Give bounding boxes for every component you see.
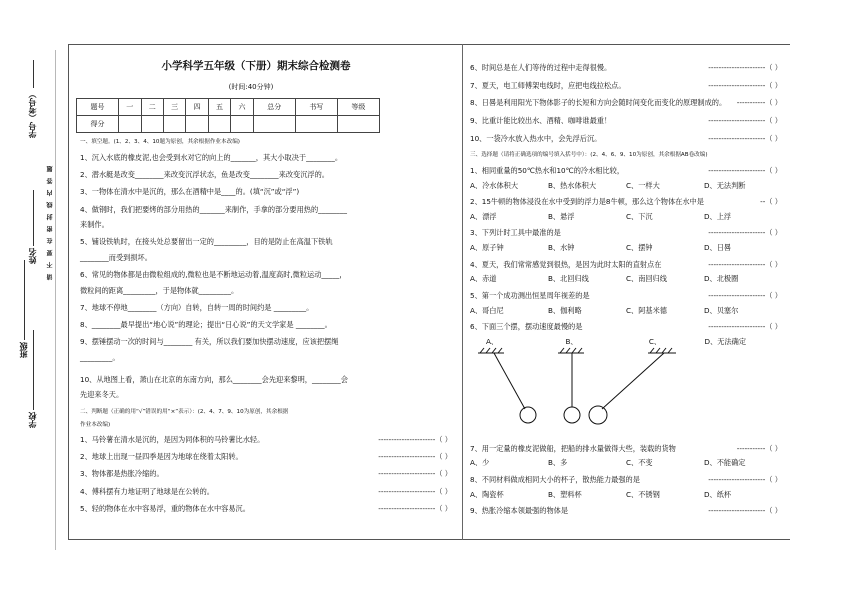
answer-blank[interactable]: ----------------------（ ） — [708, 474, 782, 484]
option-b[interactable]: B、水钟 — [548, 243, 575, 253]
question-text: 9、比重计能比较出水、酒精、咖啡谁最重！ — [470, 115, 612, 125]
option-d[interactable]: D、贝塞尔 — [704, 305, 739, 315]
choice-options — [486, 338, 782, 347]
answer-blank[interactable]: ----------------------（ ） — [708, 259, 782, 269]
option-d[interactable]: D、上浮 — [704, 211, 732, 221]
pendulum-b-bob — [564, 407, 580, 423]
option-c[interactable]: C、一样大 — [626, 180, 660, 190]
table-cell: 四 — [186, 98, 208, 115]
question-text: 1、相同重量的50℃热水和10℃的冷水相比较， — [470, 165, 625, 175]
question-choice-1 — [470, 167, 782, 176]
choice-options — [470, 244, 782, 253]
column-divider — [462, 44, 463, 540]
question-judge-4 — [80, 488, 452, 497]
question-judge-9 — [470, 117, 782, 126]
question-text: 4、夏天，我们常常感觉到很热，是因为此时太阳的直射点在 — [470, 259, 662, 269]
question-text: 3、下列计时工具中最准的是 — [470, 228, 561, 238]
option-c[interactable]: C、不锈钢 — [626, 489, 660, 499]
school-field-line — [33, 330, 34, 410]
question-fill-4-cont: 来制作。 — [80, 220, 109, 230]
question-text: 10、一袋冷水放入热水中，会先浮后沉。 — [470, 133, 602, 143]
question-text: 9、热胀冷缩本领最强的物体是 — [470, 506, 569, 516]
question-text: 2、15牛顿的物体浸没在水中受到的浮力是8牛顿，那么这个物体在水中是 — [470, 197, 704, 207]
table-cell: 总分 — [253, 98, 295, 115]
choice-options — [470, 275, 782, 284]
pendulum-diagram — [470, 347, 782, 431]
option-a[interactable]: A、赤道 — [470, 274, 497, 284]
option-d[interactable]: D、不能确定 — [704, 458, 746, 468]
option-d[interactable]: D、无法确定 — [704, 336, 747, 346]
left-column — [80, 58, 452, 513]
table-cell: 五 — [208, 98, 230, 115]
option-b[interactable]: B、北回归线 — [548, 274, 589, 284]
score-input-cell[interactable] — [119, 115, 141, 132]
question-fill-6-cont: 微粒间的距离_________，于是物体就_________。 — [80, 285, 239, 295]
question-fill-4: 4、做钢时，我们把要烤的部分用热的_______来制作，手拿的部分要用热的________ — [80, 204, 347, 214]
option-a[interactable]: A、 — [486, 336, 499, 346]
question-judge-5 — [80, 505, 452, 514]
question-judge-6 — [470, 64, 782, 73]
question-text: 7、夏天，电工师傅架电线时，应把电线拉松点。 — [470, 80, 626, 90]
option-a[interactable]: A、漂浮 — [470, 211, 497, 221]
table-cell: 六 — [231, 98, 253, 115]
question-judge-3 — [80, 470, 452, 479]
sealing-line — [55, 50, 56, 550]
question-judge-10 — [470, 135, 782, 144]
option-b[interactable]: B、塑料杯 — [548, 489, 582, 499]
score-input-cell[interactable] — [295, 115, 337, 132]
table-cell: 题号 — [77, 98, 119, 115]
section-judge-heading-cont: 作业本改编) — [80, 421, 111, 428]
option-a[interactable]: A、原子钟 — [470, 243, 504, 253]
question-judge-1 — [80, 436, 452, 445]
question-text: 6、时间总是在人们等待的过程中走得很慢。 — [470, 63, 612, 72]
answer-blank[interactable]: ----------------------（ ） — [378, 452, 452, 462]
answer-blank[interactable]: -----------（ ） — [736, 98, 782, 108]
pendulum-c-bob — [589, 406, 607, 424]
table-row — [77, 115, 380, 132]
answer-blank[interactable]: -----------（ ） — [736, 443, 782, 453]
table-cell: 书写 — [295, 98, 337, 115]
choice-options — [470, 182, 782, 191]
question-judge-7 — [470, 82, 782, 91]
question-fill-8: 8、________最早提出“地心说”的理论；提出“日心说”的天文学家是 ________。 — [80, 320, 332, 330]
choice-options — [470, 307, 782, 316]
exam-time: (时间:40分钟) — [228, 82, 274, 91]
question-choice-7 — [470, 445, 782, 454]
class-field-line — [24, 260, 25, 340]
question-choice-5 — [470, 292, 782, 301]
option-d[interactable]: D、日晷 — [704, 243, 732, 253]
class-label: 班级 — [19, 342, 28, 358]
question-fill-9: 9、摆锤摆动一次的时间与________ 有关，所以我们要加快摆动速度，应该把摆绳 — [80, 337, 339, 347]
option-c[interactable]: C、南回归线 — [626, 274, 667, 284]
choice-options — [470, 491, 782, 500]
sealing-notice: 请不要在密封线内答题 — [47, 160, 54, 280]
option-b[interactable]: B、热水体积大 — [548, 180, 597, 190]
option-c[interactable]: C、阿基米德 — [626, 305, 667, 315]
question-fill-5-cont: ________而受到损坏。 — [80, 253, 152, 263]
choice-options — [470, 459, 782, 468]
option-a[interactable]: A、少 — [470, 458, 490, 468]
option-d[interactable]: D、北极圈 — [704, 274, 739, 284]
question-text: 4、傅科摆有力地证明了地球是在公转的。 — [80, 486, 214, 496]
question-text: 5、第一个成功测出恒星周年视差的是 — [470, 291, 590, 301]
question-text: 7、用一定量的橡皮泥做船，把船的排水量做得大些，装载的货物 — [470, 443, 676, 453]
score-input-cell[interactable] — [231, 115, 253, 132]
score-input-cell[interactable] — [337, 115, 379, 132]
question-choice-3 — [470, 229, 782, 238]
question-text: 5、轻的物体在水中容易浮，重的物体在水中容易沉。 — [80, 503, 250, 513]
option-c[interactable]: C、 — [648, 336, 662, 346]
question-choice-6 — [470, 323, 782, 332]
question-text: 2、地球上出现一昼四季是因为地球在绕着太阳转。 — [80, 452, 243, 462]
option-d[interactable]: D、无法判断 — [704, 180, 746, 190]
pendulum-a-string — [494, 353, 525, 409]
right-column — [470, 64, 782, 516]
answer-blank[interactable]: ----------------------（ ） — [708, 506, 782, 516]
answer-blank[interactable]: ----------------------（ ） — [708, 63, 782, 72]
answer-blank[interactable]: --（ ） — [760, 197, 782, 207]
table-cell: 得分 — [77, 115, 119, 132]
answer-blank[interactable]: ----------------------（ ） — [378, 435, 452, 445]
answer-blank[interactable]: ----------------------（ ） — [378, 486, 452, 496]
answer-blank[interactable]: ----------------------（ ） — [708, 228, 782, 238]
option-c[interactable]: C、下沉 — [626, 211, 653, 221]
score-input-cell[interactable] — [186, 115, 208, 132]
table-cell: 一 — [119, 98, 141, 115]
option-a[interactable]: A、陶瓷杯 — [470, 489, 504, 499]
score-input-cell[interactable] — [253, 115, 295, 132]
question-fill-7: 7、地球不停地________（方向）自转，自转一周的时间约是 _________。 — [80, 302, 314, 312]
number-field-line — [33, 60, 34, 88]
score-input-cell[interactable] — [141, 115, 163, 132]
answer-blank[interactable]: ----------------------（ ） — [708, 165, 782, 175]
question-fill-10-cont: 先迎来冬天。 — [80, 390, 124, 400]
table-cell: 三 — [163, 98, 185, 115]
section-fill-heading: 一、填空题。(1、2、3、4、10题为原创，其余根据作业本改编) — [80, 138, 240, 145]
question-choice-9 — [470, 507, 782, 516]
table-cell: 等级 — [337, 98, 379, 115]
question-fill-5: 5、铺设铁轨时，在接头处总要留出一定的_________，目的是防止在高温下铁轨 — [80, 237, 333, 247]
question-text: 8、不同材料做成相同大小的杯子，散热能力最强的是 — [470, 474, 640, 484]
question-choice-2 — [470, 198, 782, 207]
question-fill-10: 10、从地图上看，萧山在北京的东南方向，那么________会先迎来黎明，________会 — [80, 374, 348, 384]
table-row — [77, 98, 380, 115]
question-text: 8、日晷是利用阳光下物体影子的长短和方向会随时间变化而变化的原理制成的。 — [470, 98, 727, 108]
question-judge-8 — [470, 99, 782, 108]
question-fill-2: 2、潜水艇是改变________来改变沉浮状态，鱼是改变________来改变沉浮的。 — [80, 170, 329, 180]
pendulum-a-bob — [520, 407, 536, 423]
answer-blank[interactable]: ----------------------（ ） — [708, 133, 782, 143]
section-choice-heading: 三、选择题（请将正确选项的编号填入括号中）：(2、4、6、9、10为原创，其余根据AB卷改编) — [470, 152, 708, 159]
answer-blank[interactable]: ----------------------（ ） — [378, 469, 452, 479]
answer-blank[interactable]: ----------------------（ ） — [708, 322, 782, 332]
question-choice-4 — [470, 261, 782, 270]
page-title: 小学科学五年级（下册）期末综合检测卷 — [161, 60, 351, 72]
answer-blank[interactable]: ----------------------（ ） — [708, 115, 782, 125]
answer-blank[interactable]: ----------------------（ ） — [378, 503, 452, 513]
question-text: 1、马铃薯在清水是沉的，是因为同体积的马铃薯比水轻。 — [80, 435, 265, 445]
question-text: 3、物体都是热胀冷缩的。 — [80, 469, 164, 479]
question-text: 6、下面三个摆，摆动速度最慢的是 — [470, 322, 583, 332]
question-fill-6: 6、常见的物体都是由微粒组成的,微粒也是不断地运动着,温度高时,微粒运动_____， — [80, 270, 347, 280]
option-b[interactable]: B、 — [565, 336, 578, 346]
option-a[interactable]: A、哥白尼 — [470, 305, 504, 315]
question-choice-8 — [470, 476, 782, 485]
table-cell: 二 — [141, 98, 163, 115]
option-b[interactable]: B、伽利略 — [548, 305, 582, 315]
choice-options — [470, 213, 782, 222]
score-table — [76, 98, 380, 133]
score-input-cell[interactable] — [208, 115, 230, 132]
option-c[interactable]: C、摆钟 — [626, 243, 653, 253]
answer-blank[interactable]: ----------------------（ ） — [708, 80, 782, 90]
question-fill-1: 1、沉入水底的橡皮泥,也会受到水对它的向上的_______，其大小取决于________。 — [80, 153, 343, 163]
score-input-cell[interactable] — [163, 115, 185, 132]
pendulum-c-string — [602, 353, 664, 409]
question-fill-3: 3、一物体在清水中是沉的，那么在酒精中是____的。(填“沉”或“浮”) — [80, 187, 300, 197]
answer-blank[interactable]: ----------------------（ ） — [708, 291, 782, 301]
question-judge-2 — [80, 453, 452, 462]
option-a[interactable]: A、冷水体积大 — [470, 180, 519, 190]
name-field-line — [33, 190, 34, 246]
school-label: 学校 — [28, 412, 37, 428]
option-c[interactable]: C、不变 — [626, 458, 653, 468]
option-d[interactable]: D、纸杯 — [704, 489, 732, 499]
name-label: 姓名 — [28, 248, 37, 264]
section-judge-heading: 二、判断题（正确的用“√”错误的用“×”表示）：(2、4、7、9、10为原创，其余根据 — [80, 408, 289, 415]
number-label: 学号（考号） — [28, 90, 37, 138]
question-fill-9-cont: _________。 — [80, 352, 120, 362]
option-b[interactable]: B、悬浮 — [548, 211, 575, 221]
pendulum-figure — [470, 347, 690, 431]
option-b[interactable]: B、多 — [548, 458, 568, 468]
